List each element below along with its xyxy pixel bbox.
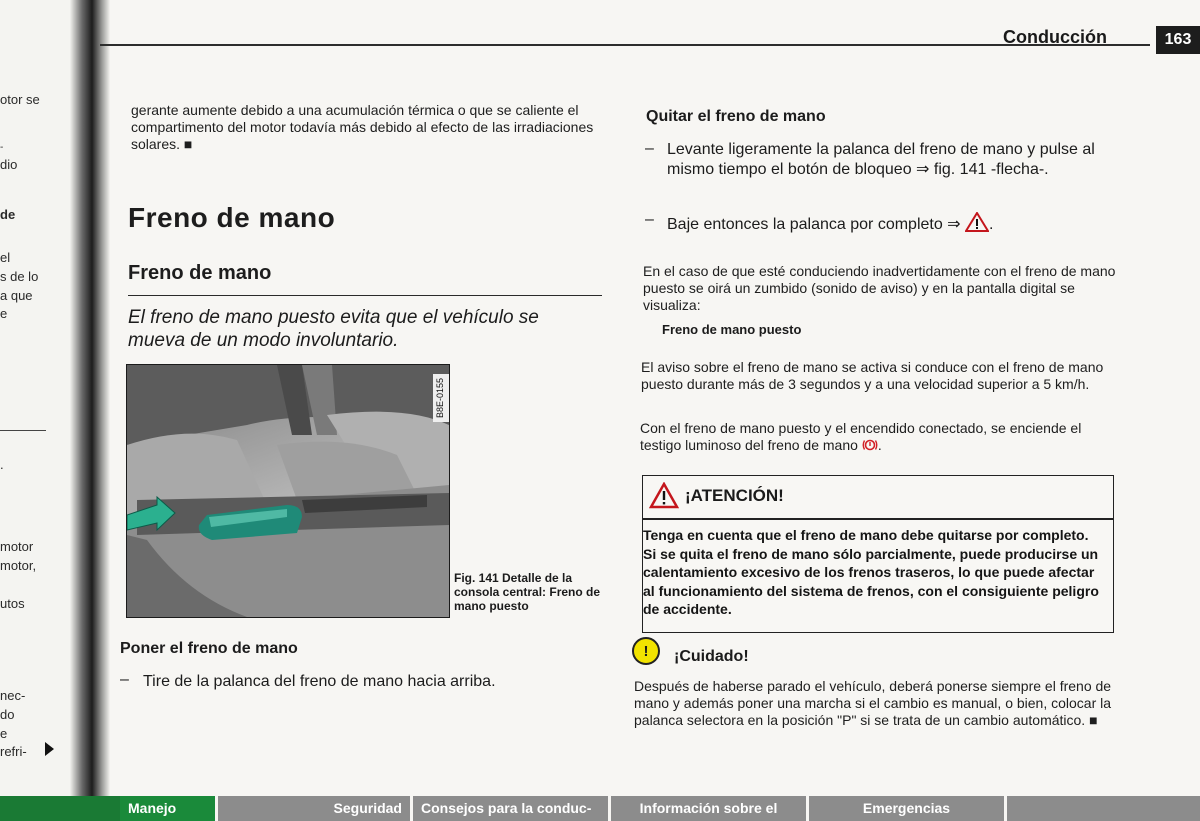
tab-consejos[interactable]: Consejos para la conduc-: [413, 796, 608, 821]
left-fragment: do: [0, 707, 15, 722]
left-fragment: s de lo: [0, 269, 39, 284]
left-fragment: el: [0, 250, 11, 265]
release-step-2: [667, 212, 994, 235]
left-fragment: motor: [0, 539, 34, 554]
list-dash: –: [645, 211, 654, 228]
continued-paragraph: gerante aumente debido a una acumulación térmica o que se caliente el compartimento del motor todavía más debido al efecto de las irradiaciones solares. ■: [131, 102, 594, 152]
warning-box: [642, 475, 1114, 633]
warning-header: [643, 476, 1113, 518]
release-step-2-text: Baje entonces la palanca por completo ⇒: [667, 216, 961, 233]
left-page-edge: [0, 0, 75, 821]
figure-caption: Fig. 141 Detalle de la consola central: Freno de mano puesto: [454, 571, 601, 613]
release-step-1: Levante ligeramente la palanca del freno de mano y pulse al mismo tiempo el botón de bloqueo ⇒ fig. 141 -flecha-.: [667, 141, 1095, 178]
left-fragment: motor,: [0, 558, 37, 573]
period: .: [989, 216, 994, 233]
warning-text: Tenga en cuenta que el freno de mano debe quitarse por completo. Si se quita el freno de mano sólo parcialmente, puede producirse un calentamiento excesivo de los frenos traseros, lo que puede afectar al funcionamiento del sistema de frenos, con el consiguiente peligro de accidente.: [643, 527, 1099, 617]
left-fragment: de: [0, 207, 16, 222]
section-title: Freno de mano: [128, 262, 272, 284]
left-fragment: e: [0, 726, 8, 741]
handbrake-figure: [126, 364, 450, 618]
indicator-paragraph: [640, 420, 1118, 454]
warning-triangle-icon: [965, 212, 989, 232]
left-fragment: otor se: [0, 92, 40, 107]
figure-code: B8E-0155: [433, 374, 449, 422]
tab-emergencias[interactable]: Emergencias: [809, 796, 1004, 821]
left-fragment: refri-: [0, 744, 27, 759]
warning-title: ¡ATENCIÓN!: [685, 486, 784, 505]
left-divider: [0, 430, 46, 431]
indicator-end: .: [877, 437, 882, 453]
set-step: Tire de la palanca del freno de mano hacia arriba.: [143, 673, 496, 690]
caution-text: Después de haberse parado el vehículo, deberá ponerse siempre el freno de mano y además poner una marcha si el cambio es manual, o bien, colocar la palanca selectora en la posición "P" si se trata de un cambio automático. ■: [634, 678, 1112, 728]
chapter-title: Conducción: [1003, 27, 1107, 47]
left-fragment: .: [0, 457, 4, 472]
warning-rule: [643, 518, 1113, 520]
caution-title: ¡Cuidado!: [674, 648, 749, 665]
tab-extra[interactable]: [1007, 796, 1200, 821]
continue-arrow-icon: [45, 742, 54, 756]
release-handbrake-title: Quitar el freno de mano: [646, 108, 826, 125]
list-dash: –: [645, 140, 654, 157]
list-dash: –: [120, 671, 129, 688]
left-fragment: dio: [0, 157, 18, 172]
left-fragment: utos: [0, 596, 25, 611]
header-rule: [100, 44, 1150, 46]
buzzer-paragraph: En el caso de que esté conduciendo inadvertidamente con el freno de mano puesto se oirá un zumbido (sonido de aviso) y en la pantalla digital se visualiza:: [643, 263, 1116, 313]
section-intro: El freno de mano puesto evita que el vehículo se mueva de un modo involuntario.: [128, 307, 539, 351]
brake-warning-light-icon: [862, 438, 878, 450]
left-fragment: e: [0, 306, 8, 321]
set-handbrake-title: Poner el freno de mano: [120, 640, 298, 657]
caution-icon: !: [632, 637, 660, 665]
indicator-text: Con el freno de mano puesto y el encendido conectado, se enciende el testigo luminoso del freno de mano: [640, 420, 1082, 453]
warning-activation-paragraph: El aviso sobre el freno de mano se activa si conduce con el freno de mano puesto durante más de 3 segundos y a una velocidad superior a 5 km/h.: [641, 359, 1104, 392]
book-gutter: [70, 0, 110, 821]
tab-manejo[interactable]: Manejo: [120, 796, 215, 821]
footer-nav: [0, 796, 1200, 821]
tab-informacion[interactable]: Información sobre el: [611, 796, 806, 821]
left-fragment: -: [0, 142, 4, 153]
left-fragment: nec-: [0, 688, 26, 703]
page-heading: Freno de mano: [128, 202, 336, 233]
warning-triangle-icon: [649, 482, 679, 509]
handbrake-illustration: [127, 365, 449, 617]
section-rule: [128, 295, 602, 296]
tab-seguridad[interactable]: Seguridad: [218, 796, 410, 821]
display-message: Freno de mano puesto: [662, 322, 802, 337]
left-fragment: a que: [0, 288, 33, 303]
page-number: 163: [1156, 26, 1200, 54]
